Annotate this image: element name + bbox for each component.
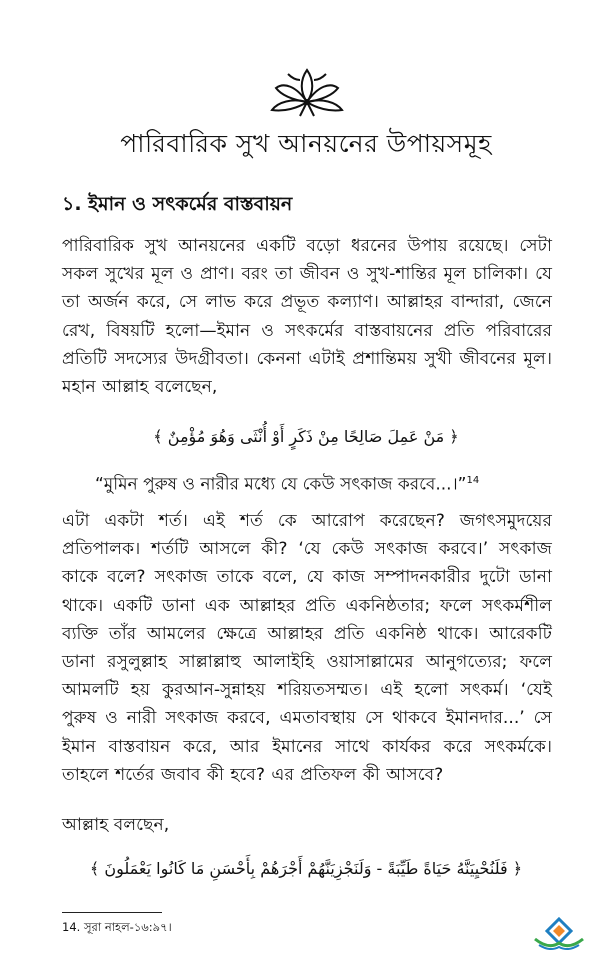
verse-translation-1	[95, 468, 479, 498]
footnote-divider	[62, 912, 162, 913]
body-paragraph-2: এটা একটা শর্ত। এই শর্ত কে আরোপ করেছেন? জগৎসমুদয়ের প্রতিপালক। শর্তটি আসলে কী? ‘যে কেউ সৎকাজ করবে।’ সৎকাজ কাকে বলে? সৎকাজ তাকে বলে, যে কাজ সম্পাদনকারীর দুটো ডানা থাকে। একটি ডানা এক আল্লাহর প্রতি একনিষ্ঠতার; ফলে সৎকর্মশীল ব্যক্তি তাঁর আমলের ক্ষেত্রে আল্লাহর প্রতি একনিষ্ঠ থাকে। আরেকটি ডানা রসুলুল্লাহ সাল্লাল্লাহু আলাইহি ওয়াসাল্লামের আনুগত্যের; ফলে আমলটি হয় কুরআন-সুন্নাহয় শরিয়তসম্মত। এই হলো সৎকর্ম। ‘যেই পুরুষ ও নারী সৎকাজ করবে, এমতাবস্থায় সে থাকবে ইমানদার...’ সে ইমান বাস্তবায়ন করে, আর ইমানের সাথে কার্যকর করে সৎকর্মকে। তাহলে শর্তের জবাব কী হবে? এর প্রতিফল কী আসবে?	[62, 511, 552, 785]
publisher-logo-icon	[529, 917, 589, 951]
allah-said-line: আল্লাহ বলছেন,	[62, 815, 170, 835]
translation-text: “মুমিন পুরুষ ও নারীর মধ্যে যে কেউ সৎকাজ করবে...।”	[95, 474, 467, 495]
body-paragraph-1: পারিবারিক সুখ আনয়নের একটি বড়ো ধরনের উপায় রয়েছে। সেটা সকল সুখের মূল ও প্রাণ। বরং তা জীবন ও সুখ-শান্তির মূল চালিকা। যে তা অর্জন করে, সে লাভ করে প্রভূত কল্যাণ। আল্লাহর বান্দারা, জেনে রেখ, বিষয়টি হলো—ইমান ও সৎকর্মের বাস্তবায়নের প্রতি পরিবারের প্রতিটি সদস্যের উদগ্রীবতা। কেননা এটাই প্রশান্তিময় সুখী জীবনের মূল। মহান আল্লাহ বলেছেন,	[62, 236, 552, 398]
arabic-verse-2: ﴿ فَلَنُحْيِيَنَّهُ حَيَاةً طَيِّبَةً - وَلَنَجْزِيَنَّهُمْ أَجْرَهُمْ بِأَحْسَنِ مَا كَانُوا يَعْمَلُونَ ﴾	[89, 859, 523, 878]
section-heading: ১. ইমান ও সৎকর্মের বাস্তবায়ন	[62, 193, 293, 215]
footnote-marker[interactable]: 14	[466, 475, 480, 486]
footnote: 14. সূরা নাহল-১৬:৯৭।	[62, 920, 172, 934]
arabic-verse-1: ﴿ مَنْ عَمِلَ صَالِحًا مِنْ ذَكَرٍ أَوْ أُنْثَى وَهُوَ مُؤْمِنٌ ﴾	[153, 427, 459, 446]
floral-ornament-icon	[266, 62, 348, 122]
chapter-title: পারিবারিক সুখ আনয়নের উপায়সমূহ	[120, 129, 492, 158]
